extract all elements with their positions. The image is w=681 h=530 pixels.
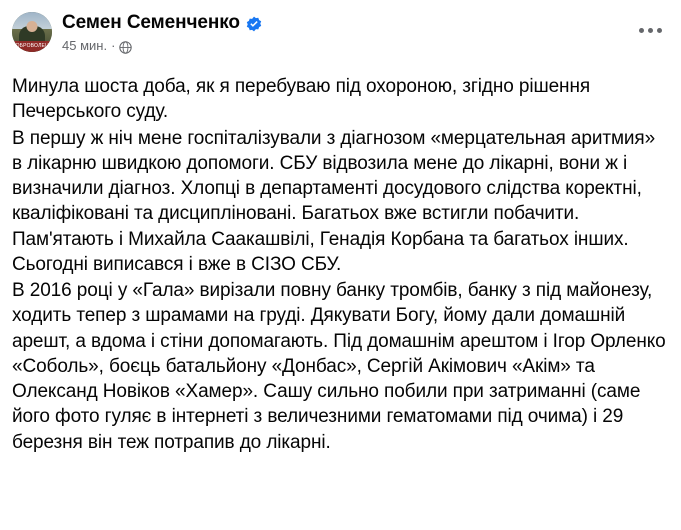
post-paragraph: Минула шоста доба, як я перебуваю під охороною, згідно рішення Печерського суду. (12, 76, 591, 123)
menu-dot (648, 28, 653, 33)
post-paragraph: В першу ж ніч мене госпіталізували з діагнозом «мерцательная аритмия» в лікарню швидкою допомоги. СБУ відвозила мене до лікарні, вони ж і визначили діагноз. Хлопці в департаменті досудового слідства коректні, кваліфіковані та дисципліновані. Багатьох вже встигли побачити. Пам'ятають і Михайла Саакашвілі, Генадія Корбана та багатьох інших. Сьогодні виписався і вже в СІЗО СБУ. (12, 127, 656, 275)
ellipsis-horizontal-icon[interactable] (633, 18, 667, 42)
avatar-badge-label: ДОБРОВОЛЕЦЬ (12, 41, 52, 52)
globe-icon[interactable] (119, 41, 132, 54)
post-header-text (62, 10, 262, 53)
author-name[interactable]: Семен Семенченко (62, 12, 240, 33)
menu-dot (657, 28, 662, 33)
post-meta (62, 38, 262, 53)
verified-badge-icon (246, 16, 262, 32)
meta-separator: · (111, 38, 116, 53)
menu-dot (639, 28, 644, 33)
post-timestamp[interactable]: 45 мин. (62, 38, 108, 53)
author-row (62, 11, 262, 35)
post-body (12, 74, 669, 455)
post-paragraph: В 2016 році у «Гала» вирізали повну банку тромбів, банку з під майонезу, ходить тепер з шрамами на груді. Дякувати Богу, йому дали домашній арешт, а вдома і стіни допомагають. Під домашнім арештом і Ігор Орленко «Соболь», боєць батальйону «Донбас», Сергій Акімович «Акім» та Олександ Новіков «Хамер». Сашу сильно побили при затриманні (саме його фото гуляє в інтернеті з величезними гематомами під очима) і 29 березня він теж потрапив до лікарні. (12, 280, 666, 453)
post-header (12, 10, 669, 66)
avatar-head (27, 21, 38, 32)
avatar[interactable] (12, 12, 52, 52)
